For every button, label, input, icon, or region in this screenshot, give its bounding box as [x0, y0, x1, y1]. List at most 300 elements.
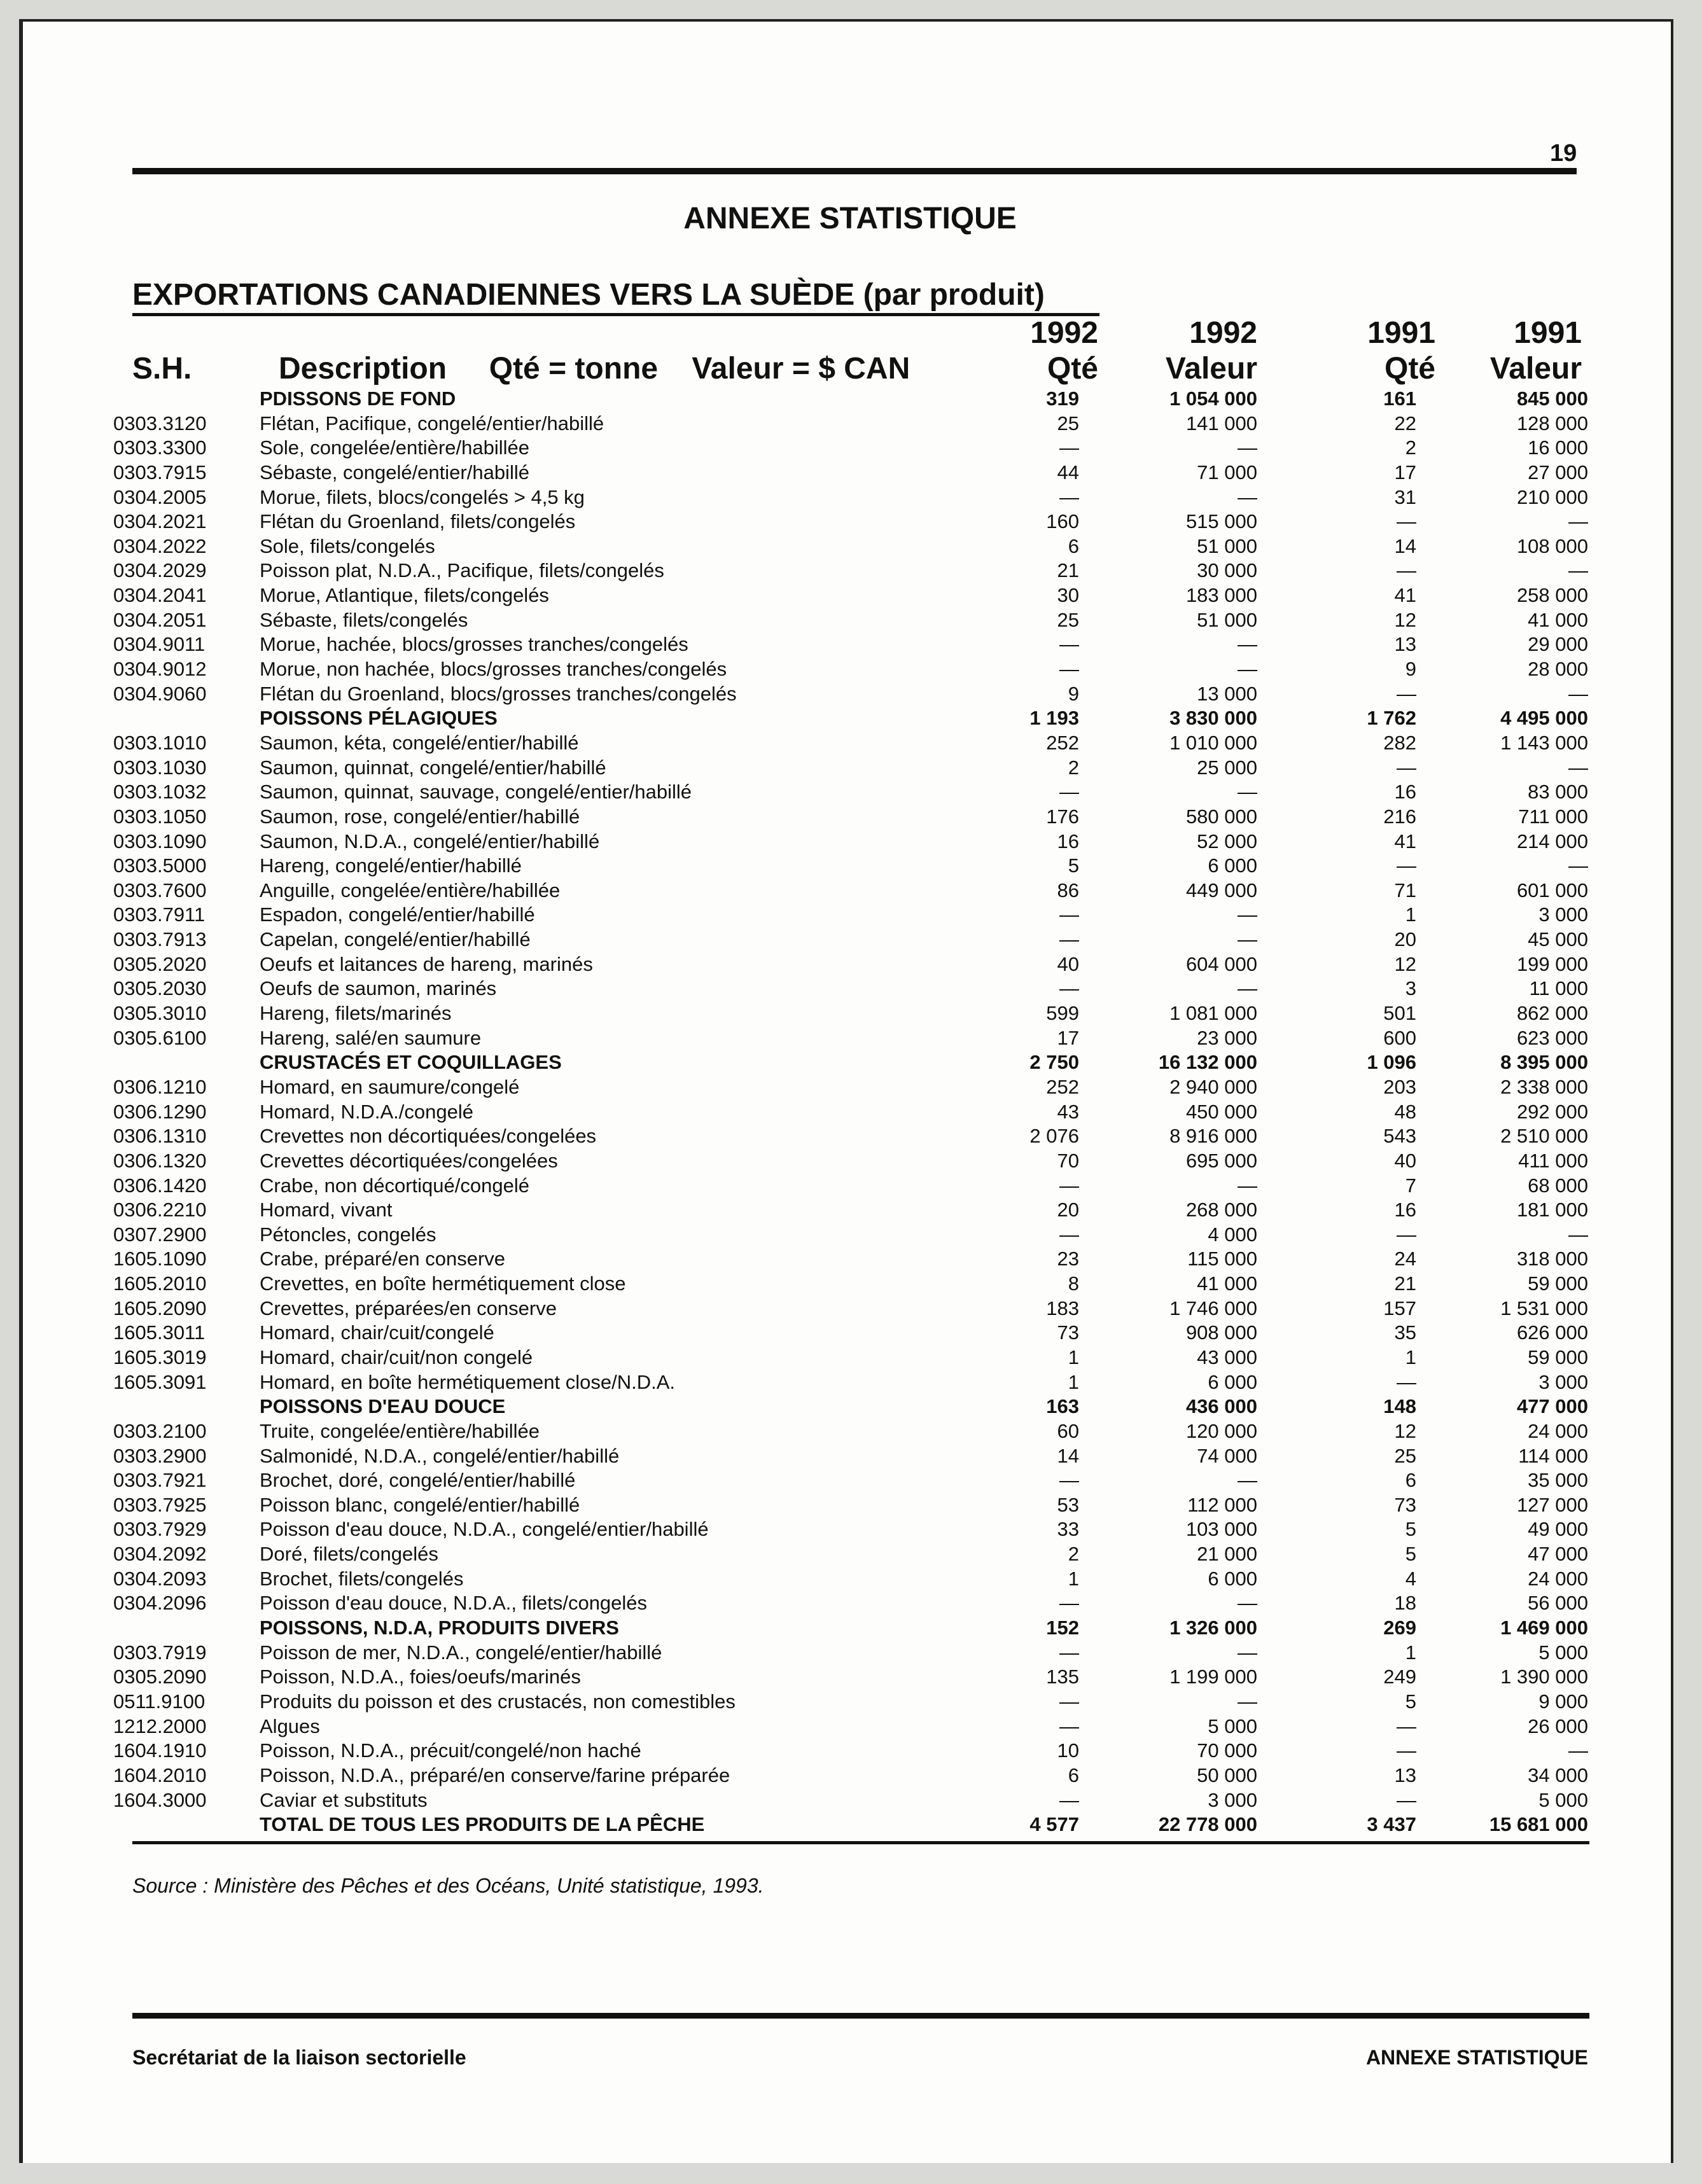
- cell-sh-code: 0303.1090: [113, 830, 207, 852]
- cell-valeur-1991: 24 000: [1528, 1419, 1588, 1442]
- cell-valeur-1991: —: [1568, 854, 1588, 877]
- table-row: [23, 1517, 1677, 1542]
- cell-description: Homard, N.D.A./congelé: [260, 1100, 473, 1123]
- cell-valeur-1991: —: [1568, 1223, 1588, 1246]
- cell-valeur-1991: 47 000: [1528, 1543, 1588, 1566]
- cell-valeur-1992: 4 000: [1208, 1223, 1257, 1246]
- header-qte-1991: Qté: [1384, 352, 1435, 386]
- cell-sh-code: 0303.3120: [113, 412, 207, 435]
- cell-valeur-1991: 862 000: [1516, 1002, 1588, 1025]
- cell-qte-1991: 5: [1405, 1543, 1416, 1566]
- cell-valeur-1991: 4 495 000: [1500, 707, 1588, 730]
- cell-description: Produits du poisson et des crustacés, non comestibles: [260, 1690, 736, 1713]
- table-row: [23, 1223, 1677, 1248]
- cell-valeur-1992: 6 000: [1208, 1370, 1257, 1393]
- cell-qte-1991: 1: [1405, 903, 1416, 926]
- cell-valeur-1991: 45 000: [1528, 928, 1588, 951]
- cell-valeur-1992: 74 000: [1197, 1444, 1257, 1467]
- cell-qte-1991: —: [1397, 1370, 1416, 1393]
- table-row: [23, 1370, 1677, 1395]
- cell-qte-1991: 20: [1394, 928, 1416, 951]
- cell-qte-1992: —: [1059, 1174, 1079, 1197]
- cell-description: POISSONS PÉLAGIQUES: [260, 707, 498, 730]
- cell-valeur-1992: 6 000: [1208, 1567, 1257, 1590]
- cell-sh-code: 0304.2022: [113, 534, 207, 557]
- table-row: [23, 1493, 1677, 1518]
- cell-valeur-1992: 1 054 000: [1169, 387, 1257, 410]
- cell-description: Caviar et substituts: [260, 1788, 428, 1811]
- cell-valeur-1991: 27 000: [1528, 461, 1588, 483]
- cell-qte-1991: 48: [1394, 1100, 1416, 1123]
- table-row: [23, 830, 1677, 854]
- table-row: [23, 1026, 1677, 1051]
- cell-sh-code: 1605.3011: [113, 1321, 206, 1344]
- cell-valeur-1991: 8 395 000: [1500, 1051, 1588, 1074]
- cell-valeur-1992: —: [1238, 633, 1257, 656]
- cell-sh-code: 1605.2010: [113, 1272, 207, 1295]
- cell-qte-1992: 25: [1057, 608, 1079, 631]
- cell-valeur-1991: 35 000: [1528, 1469, 1588, 1492]
- cell-valeur-1991: 59 000: [1528, 1272, 1588, 1295]
- cell-sh-code: 0304.2096: [113, 1592, 207, 1615]
- cell-qte-1991: 1: [1405, 1346, 1416, 1368]
- cell-sh-code: 1605.1090: [113, 1248, 207, 1270]
- cell-description: Truite, congelée/entière/habillée: [260, 1419, 540, 1442]
- cell-sh-code: 0304.2093: [113, 1567, 207, 1590]
- export-table-body: [23, 387, 1677, 1837]
- cell-qte-1991: 41: [1394, 830, 1416, 852]
- table-row: [23, 1272, 1677, 1297]
- cell-description: Poisson blanc, congelé/entier/habillé: [260, 1493, 580, 1516]
- cell-sh-code: 0305.2030: [113, 977, 207, 1000]
- cell-description: Hareng, salé/en saumure: [260, 1026, 482, 1049]
- cell-description: Oeufs et laitances de hareng, marinés: [260, 952, 593, 975]
- table-row: [23, 657, 1677, 682]
- cell-valeur-1992: 71 000: [1197, 461, 1257, 483]
- cell-description: Brochet, filets/congelés: [260, 1567, 464, 1590]
- cell-valeur-1992: 1 746 000: [1169, 1297, 1257, 1319]
- cell-sh-code: 0303.1032: [113, 781, 207, 803]
- cell-qte-1992: 21: [1057, 559, 1079, 582]
- cell-qte-1992: —: [1059, 928, 1079, 951]
- table-row: [23, 952, 1677, 977]
- cell-qte-1992: 4 577: [1029, 1813, 1079, 1836]
- header-valeur-1991: Valeur: [1489, 352, 1582, 386]
- cell-sh-code: 1604.1910: [113, 1739, 207, 1762]
- table-subtotal-row: [23, 387, 1677, 412]
- cell-valeur-1991: 68 000: [1528, 1174, 1588, 1197]
- cell-valeur-1991: 3 000: [1538, 1370, 1588, 1393]
- cell-qte-1991: 216: [1383, 805, 1416, 828]
- cell-valeur-1991: 214 000: [1516, 830, 1588, 852]
- cell-valeur-1991: 28 000: [1528, 658, 1588, 681]
- cell-sh-code: 0303.7919: [113, 1641, 207, 1664]
- cell-qte-1992: 8: [1068, 1272, 1079, 1295]
- cell-qte-1992: 599: [1046, 1002, 1079, 1025]
- cell-sh-code: 0303.7913: [113, 928, 207, 951]
- cell-description: POISSONS D'EAU DOUCE: [260, 1395, 506, 1418]
- cell-qte-1991: 3: [1405, 977, 1416, 1000]
- cell-qte-1992: —: [1059, 1469, 1079, 1492]
- cell-valeur-1992: 103 000: [1185, 1518, 1257, 1541]
- cell-qte-1991: 5: [1405, 1690, 1416, 1713]
- header-year-1991-qte: 1991: [1367, 316, 1435, 350]
- cell-valeur-1991: 181 000: [1516, 1199, 1588, 1221]
- cell-sh-code: 0304.2029: [113, 559, 207, 582]
- cell-valeur-1992: 52 000: [1197, 830, 1257, 852]
- cell-qte-1991: 41: [1394, 584, 1416, 607]
- cell-qte-1991: 269: [1383, 1617, 1416, 1639]
- cell-qte-1991: —: [1397, 1739, 1416, 1762]
- cell-qte-1991: 16: [1394, 781, 1416, 803]
- cell-qte-1992: 135: [1046, 1666, 1079, 1688]
- table-row: [23, 485, 1677, 510]
- cell-sh-code: 0304.2041: [113, 584, 207, 607]
- cell-description: Crabe, non décortiqué/congelé: [260, 1174, 529, 1197]
- footer-left: Secrétariat de la liaison sectorielle: [132, 2046, 466, 2069]
- cell-description: Poisson de mer, N.D.A., congelé/entier/habillé: [260, 1641, 662, 1664]
- cell-valeur-1991: 601 000: [1516, 879, 1588, 901]
- table-row: [23, 805, 1677, 830]
- cell-qte-1992: 2 076: [1029, 1125, 1079, 1148]
- cell-description: Poisson d'eau douce, N.D.A., filets/congelés: [260, 1592, 648, 1615]
- cell-qte-1991: 1 762: [1367, 707, 1416, 730]
- cell-valeur-1992: 21 000: [1197, 1543, 1257, 1566]
- cell-qte-1991: 12: [1394, 1419, 1416, 1442]
- cell-valeur-1992: —: [1238, 1641, 1257, 1664]
- table-row: [23, 632, 1677, 657]
- cell-description: Hareng, filets/marinés: [260, 1002, 452, 1025]
- cell-valeur-1992: 908 000: [1185, 1321, 1257, 1344]
- cell-qte-1992: —: [1059, 781, 1079, 803]
- cell-sh-code: 0511.9100: [113, 1690, 206, 1713]
- table-row: [23, 1247, 1677, 1272]
- cell-valeur-1991: 16 000: [1528, 436, 1588, 459]
- cell-qte-1991: 24: [1394, 1248, 1416, 1270]
- cell-valeur-1992: 5 000: [1208, 1715, 1257, 1737]
- cell-description: Doré, filets/congelés: [260, 1543, 438, 1566]
- table-row: [23, 1567, 1677, 1592]
- cell-sh-code: 0306.1290: [113, 1100, 207, 1123]
- cell-qte-1992: 1: [1068, 1346, 1079, 1368]
- cell-valeur-1991: 210 000: [1516, 485, 1588, 508]
- cell-valeur-1991: 41 000: [1528, 608, 1588, 631]
- table-subtotal-row: [23, 1812, 1677, 1837]
- cell-qte-1992: 2 750: [1029, 1051, 1079, 1074]
- cell-valeur-1992: 23 000: [1197, 1026, 1257, 1049]
- cell-description: Morue, Atlantique, filets/congelés: [260, 584, 549, 607]
- table-row: [23, 1100, 1677, 1125]
- cell-valeur-1992: 30 000: [1197, 559, 1257, 582]
- cell-valeur-1991: —: [1568, 682, 1588, 705]
- cell-valeur-1992: 70 000: [1197, 1739, 1257, 1762]
- table-row: [23, 1346, 1677, 1370]
- cell-valeur-1991: 258 000: [1516, 584, 1588, 607]
- table-row: [23, 1174, 1677, 1199]
- table-row: [23, 1788, 1677, 1813]
- cell-qte-1991: 16: [1394, 1199, 1416, 1221]
- cell-qte-1991: 501: [1383, 1002, 1416, 1025]
- source-note: Source : Ministère des Pêches et des Océans, Unité statistique, 1993.: [132, 1874, 764, 1897]
- cell-qte-1991: 148: [1383, 1395, 1416, 1418]
- cell-valeur-1991: 1 469 000: [1500, 1617, 1588, 1639]
- cell-sh-code: 0303.7911: [113, 903, 206, 926]
- cell-description: Saumon, N.D.A., congelé/entier/habillé: [260, 830, 600, 852]
- cell-valeur-1992: 183 000: [1185, 584, 1257, 607]
- cell-description: Capelan, congelé/entier/habillé: [260, 928, 531, 951]
- table-subtotal-row: [23, 1616, 1677, 1641]
- cell-sh-code: 1605.3091: [113, 1370, 207, 1393]
- cell-description: Flétan du Groenland, filets/congelés: [260, 510, 576, 533]
- cell-valeur-1992: —: [1238, 903, 1257, 926]
- cell-qte-1991: —: [1397, 1715, 1416, 1737]
- table-row: [23, 780, 1677, 805]
- title-underline: [132, 313, 1099, 316]
- cell-description: Crevettes, préparées/en conserve: [260, 1297, 557, 1319]
- cell-valeur-1991: 1 531 000: [1500, 1297, 1588, 1319]
- cell-qte-1992: —: [1059, 485, 1079, 508]
- cell-valeur-1992: 50 000: [1197, 1763, 1257, 1786]
- cell-description: PDISSONS DE FOND: [260, 387, 456, 410]
- table-row: [23, 510, 1677, 534]
- cell-qte-1992: 1: [1068, 1370, 1079, 1393]
- cell-valeur-1992: 51 000: [1197, 608, 1257, 631]
- cell-qte-1992: 53: [1057, 1493, 1079, 1516]
- cell-qte-1991: 12: [1394, 952, 1416, 975]
- table-row: [23, 583, 1677, 608]
- cell-valeur-1992: —: [1238, 1174, 1257, 1197]
- cell-valeur-1992: —: [1238, 977, 1257, 1000]
- cell-sh-code: 1605.3019: [113, 1346, 207, 1368]
- header-sh: S.H.: [132, 352, 192, 386]
- top-rule: [132, 168, 1577, 174]
- cell-qte-1991: 22: [1394, 412, 1416, 435]
- cell-valeur-1992: —: [1238, 1469, 1257, 1492]
- cell-qte-1992: 40: [1057, 952, 1079, 975]
- cell-qte-1991: 13: [1394, 1763, 1416, 1786]
- cell-description: Morue, filets, blocs/congelés > 4,5 kg: [260, 485, 585, 508]
- table-row: [23, 1665, 1677, 1690]
- cell-description: Poisson d'eau douce, N.D.A., congelé/entier/habillé: [260, 1518, 709, 1541]
- cell-valeur-1991: 114 000: [1518, 1444, 1588, 1467]
- cell-qte-1992: 252: [1046, 731, 1079, 754]
- cell-qte-1991: 18: [1394, 1592, 1416, 1615]
- header-description: Description Qté = tonne Valeur = $ CAN: [279, 352, 910, 386]
- cell-valeur-1992: 51 000: [1197, 534, 1257, 557]
- cell-valeur-1991: 5 000: [1538, 1788, 1588, 1811]
- cell-sh-code: 0303.3300: [113, 436, 207, 459]
- cell-qte-1992: —: [1059, 436, 1079, 459]
- cell-qte-1992: 60: [1057, 1419, 1079, 1442]
- cell-valeur-1991: —: [1568, 1739, 1588, 1762]
- table-row: [23, 1715, 1677, 1739]
- cell-qte-1992: 252: [1046, 1075, 1079, 1098]
- cell-qte-1991: 2: [1405, 436, 1416, 459]
- cell-sh-code: 0303.7921: [113, 1469, 207, 1492]
- cell-valeur-1992: —: [1238, 485, 1257, 508]
- cell-qte-1992: 20: [1057, 1199, 1079, 1221]
- cell-valeur-1992: 268 000: [1185, 1199, 1257, 1221]
- cell-valeur-1992: 2 940 000: [1169, 1075, 1257, 1098]
- cell-description: Sole, filets/congelés: [260, 534, 435, 557]
- cell-qte-1991: 161: [1383, 387, 1416, 410]
- cell-valeur-1992: 580 000: [1185, 805, 1257, 828]
- cell-valeur-1992: 43 000: [1197, 1346, 1257, 1368]
- cell-valeur-1992: —: [1238, 1592, 1257, 1615]
- cell-sh-code: 1604.3000: [113, 1788, 207, 1811]
- cell-qte-1991: 6: [1405, 1469, 1416, 1492]
- cell-qte-1992: 30: [1057, 584, 1079, 607]
- cell-qte-1992: 43: [1057, 1100, 1079, 1123]
- cell-qte-1992: 14: [1057, 1444, 1079, 1467]
- table-title: EXPORTATIONS CANADIENNES VERS LA SUÈDE (par produit): [132, 278, 1045, 312]
- cell-valeur-1991: 49 000: [1528, 1518, 1588, 1541]
- cell-description: Saumon, quinnat, congelé/entier/habillé: [260, 756, 606, 779]
- footer-right: ANNEXE STATISTIQUE: [1365, 2046, 1588, 2069]
- cell-valeur-1992: —: [1238, 658, 1257, 681]
- cell-qte-1991: 73: [1394, 1493, 1416, 1516]
- cell-description: Morue, hachée, blocs/grosses tranches/congelés: [260, 633, 688, 656]
- cell-description: Crabe, préparé/en conserve: [260, 1248, 506, 1270]
- cell-sh-code: 0303.7600: [113, 879, 207, 901]
- cell-description: POISSONS, N.D.A, PRODUITS DIVERS: [260, 1617, 619, 1639]
- cell-valeur-1992: 436 000: [1185, 1395, 1257, 1418]
- cell-qte-1992: —: [1059, 903, 1079, 926]
- cell-qte-1992: 10: [1057, 1739, 1079, 1762]
- cell-description: Morue, non hachée, blocs/grosses tranches/congelés: [260, 658, 727, 681]
- cell-description: TOTAL DE TOUS LES PRODUITS DE LA PÊCHE: [260, 1813, 705, 1836]
- annex-heading: ANNEXE STATISTIQUE: [683, 202, 1017, 235]
- cell-valeur-1991: 15 681 000: [1489, 1813, 1588, 1836]
- cell-valeur-1992: 8 916 000: [1169, 1125, 1257, 1148]
- cell-description: CRUSTACÉS ET COQUILLAGES: [260, 1051, 562, 1074]
- cell-valeur-1991: 29 000: [1528, 633, 1588, 656]
- cell-qte-1991: 1: [1405, 1641, 1416, 1664]
- cell-sh-code: 0306.1310: [113, 1125, 207, 1148]
- table-row: [23, 756, 1677, 781]
- cell-valeur-1992: 450 000: [1185, 1100, 1257, 1123]
- cell-qte-1991: —: [1397, 854, 1416, 877]
- cell-valeur-1991: 128 000: [1516, 412, 1588, 435]
- cell-description: Poisson, N.D.A., foies/oeufs/marinés: [260, 1666, 581, 1688]
- cell-qte-1991: 12: [1394, 608, 1416, 631]
- cell-qte-1992: 9: [1068, 682, 1079, 705]
- table-row: [23, 534, 1677, 559]
- cell-description: Poisson, N.D.A., précuit/congelé/non haché: [260, 1739, 641, 1762]
- table-row: [23, 1075, 1677, 1100]
- cell-qte-1991: 5: [1405, 1518, 1416, 1541]
- cell-valeur-1991: 845 000: [1516, 387, 1588, 410]
- cell-qte-1992: 16: [1057, 830, 1079, 852]
- cell-description: Homard, en saumure/congelé: [260, 1075, 520, 1098]
- cell-sh-code: 0305.2090: [113, 1666, 207, 1688]
- cell-sh-code: 0303.2100: [113, 1419, 207, 1442]
- cell-qte-1991: —: [1397, 559, 1416, 582]
- cell-sh-code: 1604.2010: [113, 1763, 207, 1786]
- cell-qte-1991: 25: [1394, 1444, 1416, 1467]
- table-subtotal-row: [23, 1050, 1677, 1075]
- cell-qte-1991: 543: [1383, 1125, 1416, 1148]
- cell-description: Crevettes non décortiquées/congelées: [260, 1125, 597, 1148]
- cell-qte-1991: —: [1397, 682, 1416, 705]
- cell-description: Espadon, congelé/entier/habillé: [260, 903, 535, 926]
- cell-qte-1991: 31: [1394, 485, 1416, 508]
- cell-sh-code: 0305.2020: [113, 952, 207, 975]
- cell-qte-1991: 9: [1405, 658, 1416, 681]
- cell-valeur-1992: 3 000: [1208, 1788, 1257, 1811]
- cell-valeur-1991: 108 000: [1516, 534, 1588, 557]
- cell-description: Homard, chair/cuit/congelé: [260, 1321, 494, 1344]
- cell-valeur-1991: 318 000: [1516, 1248, 1588, 1270]
- cell-qte-1992: 25: [1057, 412, 1079, 435]
- bottom-rule: [132, 2013, 1589, 2019]
- cell-qte-1992: 183: [1046, 1297, 1079, 1319]
- cell-valeur-1991: 3 000: [1538, 903, 1588, 926]
- total-rule: [132, 1841, 1589, 1844]
- cell-qte-1992: 152: [1046, 1617, 1079, 1639]
- cell-valeur-1991: 127 000: [1516, 1493, 1588, 1516]
- cell-qte-1992: 160: [1046, 510, 1079, 533]
- cell-valeur-1991: 56 000: [1528, 1592, 1588, 1615]
- cell-valeur-1992: 16 132 000: [1158, 1051, 1257, 1074]
- cell-description: Crevettes décortiquées/congelées: [260, 1149, 558, 1172]
- cell-qte-1992: —: [1059, 1592, 1079, 1615]
- cell-sh-code: 1605.2090: [113, 1297, 207, 1319]
- cell-qte-1991: 203: [1383, 1075, 1416, 1098]
- cell-description: Sébaste, congelé/entier/habillé: [260, 461, 529, 483]
- table-row: [23, 1444, 1677, 1469]
- cell-valeur-1992: 515 000: [1185, 510, 1257, 533]
- cell-valeur-1992: 22 778 000: [1158, 1813, 1257, 1836]
- cell-description: Sébaste, filets/congelés: [260, 608, 468, 631]
- cell-sh-code: 0303.7925: [113, 1493, 207, 1516]
- cell-valeur-1991: 59 000: [1528, 1346, 1588, 1368]
- cell-qte-1992: —: [1059, 658, 1079, 681]
- header-year-1992-valeur: 1992: [1189, 316, 1257, 350]
- cell-valeur-1992: 25 000: [1197, 756, 1257, 779]
- cell-qte-1991: 17: [1394, 461, 1416, 483]
- cell-sh-code: 0306.1420: [113, 1174, 207, 1197]
- cell-qte-1991: —: [1397, 1223, 1416, 1246]
- cell-sh-code: 0304.2021: [113, 510, 207, 533]
- cell-qte-1992: 33: [1057, 1518, 1079, 1541]
- cell-sh-code: 0303.1010: [113, 731, 207, 754]
- cell-qte-1992: 2: [1068, 1543, 1079, 1566]
- table-row: [23, 412, 1677, 436]
- table-row: [23, 1198, 1677, 1223]
- cell-valeur-1991: 26 000: [1528, 1715, 1588, 1737]
- cell-qte-1992: 23: [1057, 1248, 1079, 1270]
- table-row: [23, 1419, 1677, 1444]
- cell-description: Homard, en boîte hermétiquement close/N.D.A.: [260, 1370, 676, 1393]
- cell-valeur-1992: 13 000: [1197, 682, 1257, 705]
- cell-valeur-1991: 24 000: [1528, 1567, 1588, 1590]
- cell-valeur-1992: —: [1238, 436, 1257, 459]
- cell-sh-code: 0305.3010: [113, 1002, 207, 1025]
- cell-valeur-1992: 141 000: [1185, 412, 1257, 435]
- cell-description: Algues: [260, 1715, 320, 1737]
- cell-valeur-1992: 604 000: [1185, 952, 1257, 975]
- cell-valeur-1991: 9 000: [1538, 1690, 1588, 1713]
- cell-valeur-1992: 41 000: [1197, 1272, 1257, 1295]
- cell-qte-1991: 1 096: [1367, 1051, 1416, 1074]
- cell-description: Homard, chair/cuit/non congelé: [260, 1346, 533, 1368]
- cell-description: Anguille, congelée/entière/habillée: [260, 879, 561, 901]
- cell-qte-1992: 86: [1057, 879, 1079, 901]
- cell-valeur-1992: —: [1238, 1690, 1257, 1713]
- cell-description: Saumon, quinnat, sauvage, congelé/entier/habillé: [260, 781, 692, 803]
- cell-qte-1991: 157: [1383, 1297, 1416, 1319]
